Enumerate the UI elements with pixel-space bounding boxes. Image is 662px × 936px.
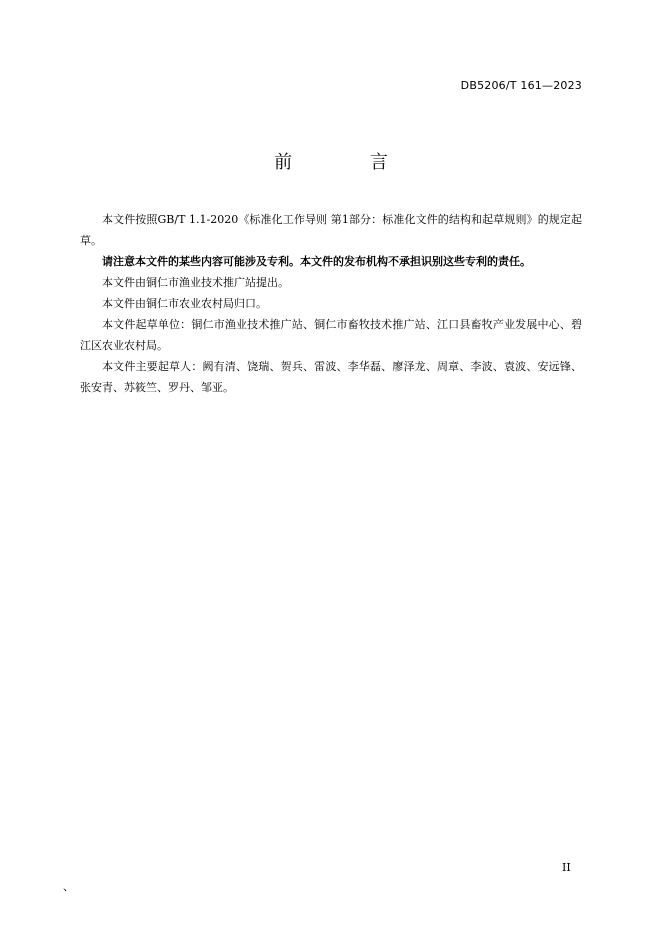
drafters-paragraph: 本文件主要起草人：阙有清、饶瑞、贺兵、雷波、李华磊、廖泽龙、周章、李波、袁波、安远锋、张安青、苏筱竺、罗丹、邹亚。: [80, 360, 582, 394]
stray-mark: 、: [63, 880, 74, 893]
administrator-paragraph: 本文件由铜仁市农业农村局归口。: [102, 297, 267, 310]
proposer-paragraph: 本文件由铜仁市渔业技术推广站提出。: [102, 276, 289, 289]
document-code: DB5206/T 161—2023: [460, 79, 582, 92]
page-number: II: [562, 861, 571, 874]
foreword-body: [80, 209, 582, 398]
drafting-basis-paragraph: 本文件按照GB/T 1.1-2020《标准化工作导则 第1部分：标准化文件的结构和起草规则》的规定起草。: [80, 213, 582, 247]
page-title: 前 言: [274, 152, 424, 173]
patent-notice-paragraph: 请注意本文件的某些内容可能涉及专利。本文件的发布机构不承担识别这些专利的责任。: [102, 255, 531, 268]
drafting-units-paragraph: 本文件起草单位：铜仁市渔业技术推广站、铜仁市畜牧技术推广站、江口县畜牧产业发展中心、碧江区农业农村局。: [80, 318, 582, 352]
